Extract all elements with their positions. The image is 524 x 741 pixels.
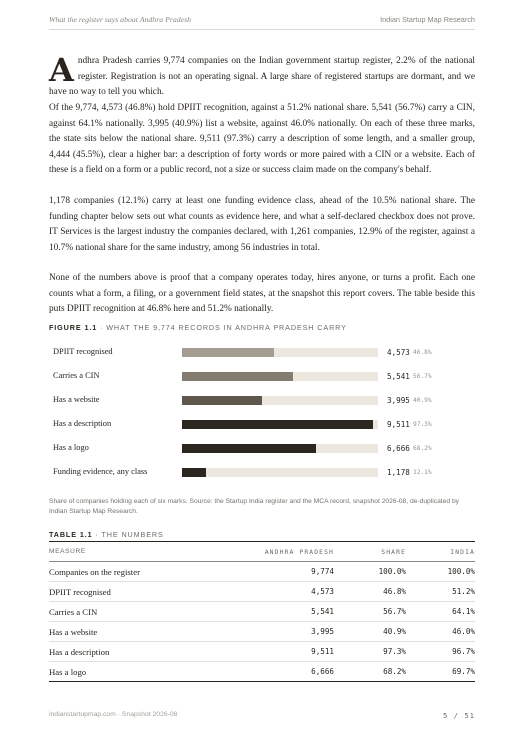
bar-count-label: 4,573 — [387, 348, 410, 357]
bar-percent-label: 68.2% — [413, 445, 432, 452]
india-cell: 69.7% — [406, 662, 475, 682]
figure-note: Share of companies holding each of six marks. Source: the Startup India register and the MCA record, snapshot 2026-08, de-duplicated by Indian Startup Map Research. — [49, 498, 460, 515]
table-header-row — [49, 542, 475, 562]
share-cell: 46.8% — [334, 582, 406, 602]
table-row — [49, 622, 475, 642]
state-value-cell: 3,995 — [229, 622, 334, 642]
bar-track — [182, 468, 378, 477]
share-cell: 56.7% — [334, 602, 406, 622]
bar-category-label: Has a description — [53, 419, 112, 428]
measure-cell: Companies on the register — [49, 562, 229, 582]
bar-category-label: Has a website — [53, 395, 100, 404]
state-value-cell: 9,774 — [229, 562, 334, 582]
bar-row — [49, 463, 475, 486]
table-row — [49, 582, 475, 602]
india-cell: 100.0% — [406, 562, 475, 582]
bar — [182, 348, 274, 357]
bar-percent-label: 40.9% — [413, 397, 432, 404]
bar-row — [49, 391, 475, 414]
share-cell: 40.9% — [334, 622, 406, 642]
bar-count-label: 3,995 — [387, 396, 410, 405]
bar-category-label: Carries a CIN — [53, 371, 100, 380]
figure-title: · WHAT THE 9,774 RECORDS IN ANDHRA PRADESH CARRY — [100, 323, 347, 332]
column-header-share: SHARE — [334, 542, 406, 562]
bar-count-label: 1,178 — [387, 468, 410, 477]
bar-count-label: 9,511 — [387, 420, 410, 429]
bar-row — [49, 439, 475, 462]
bar-row — [49, 415, 475, 438]
bar-percent-label: 46.8% — [413, 349, 432, 356]
state-value-cell: 4,573 — [229, 582, 334, 602]
table-caption — [49, 530, 164, 539]
bar — [182, 420, 373, 429]
bar-track — [182, 372, 378, 381]
measure-cell: DPIIT recognised — [49, 582, 229, 602]
drop-cap: A — [49, 51, 74, 89]
figure-label: FIGURE 1.1 — [49, 323, 98, 332]
marks-bar-chart — [49, 343, 475, 487]
table-label: TABLE 1.1 — [49, 530, 93, 539]
intro-paragraph — [49, 51, 475, 101]
state-value-cell: 5,541 — [229, 602, 334, 622]
numbers-table — [49, 541, 475, 682]
bar — [182, 468, 206, 477]
marks-paragraph: Of the 9,774, 4,573 (46.8%) hold DPIIT recognition, against a 51.2% national share. 5,541 (56.7%) carry a CIN, against 64.1% nationally. 3,995 (40.9%) list a website, against 46.0% nationally. On each of these three marks, the state sits below the national share. 9,511 (97.3%) carry a description of some length, and a smaller group, 4,444 (45.5%), clear a higher bar: a description of forty words or more paired with a CIN or a website. Each of these is a field on a form or a public record, not a size or success claim made on the company's behalf. — [49, 103, 475, 175]
india-cell: 64.1% — [406, 602, 475, 622]
bar-percent-label: 97.3% — [413, 421, 432, 428]
footer-source: indianstartupmap.com · Snapshot 2026-08 — [49, 711, 178, 718]
bar-count-label: 5,541 — [387, 372, 410, 381]
india-cell: 51.2% — [406, 582, 475, 602]
table-title: · THE NUMBERS — [95, 530, 164, 539]
bar-percent-label: 56.7% — [413, 373, 432, 380]
running-header — [49, 15, 475, 27]
bar-count-label: 6,666 — [387, 444, 410, 453]
india-cell: 46.0% — [406, 622, 475, 642]
share-cell: 97.3% — [334, 642, 406, 662]
state-value-cell: 6,666 — [229, 662, 334, 682]
bar-track — [182, 420, 378, 429]
bar-category-label: Has a logo — [53, 443, 89, 452]
measure-cell: Has a logo — [49, 662, 229, 682]
measure-cell: Has a description — [49, 642, 229, 662]
column-header-measure: MEASURE — [49, 542, 229, 562]
column-header-state: ANDHRA PRADESH — [229, 542, 334, 562]
bar-category-label: Funding evidence, any class — [53, 467, 148, 476]
bar-track — [182, 396, 378, 405]
funding-paragraph: 1,178 companies (12.1%) carry at least one funding evidence class, ahead of the 10.5% national share. The funding chapter below sets out what counts as evidence here, and what a self-declared checkbox does not prove. IT Services is the largest industry the companies declared, with 1,261 companies, 12.9% of the register, against a 10.7% national share for the same industry, among 56 industries in total. — [49, 196, 475, 253]
table-row — [49, 602, 475, 622]
table-row — [49, 642, 475, 662]
bar-row — [49, 367, 475, 390]
table-row — [49, 662, 475, 682]
india-cell: 96.7% — [406, 642, 475, 662]
publication-name: Indian Startup Map Research — [380, 15, 475, 24]
bar-category-label: DPIIT recognised — [53, 347, 113, 356]
intro-text: ndhra Pradesh carries 9,774 companies on the Indian government startup register, 2.2% of the national register. Registration is not an operating signal. A large share of registered startups are dormant, and we have no way to tell you which. — [49, 56, 475, 97]
bar — [182, 444, 316, 453]
bar-track — [182, 348, 378, 357]
measure-cell: Has a website — [49, 622, 229, 642]
bar — [182, 372, 293, 381]
column-header-india: INDIA — [406, 542, 475, 562]
caveat-paragraph: None of the numbers above is proof that a company operates today, hires anyone, or turns a profit. Each one counts what a form, a filing, or a government field states, at the snapshot this report covers. The table beside this puts DPIIT recognition at 46.8% here and 51.2% nationally. — [49, 273, 475, 314]
share-cell: 68.2% — [334, 662, 406, 682]
header-rule — [49, 29, 475, 30]
chapter-title: What the register says about Andhra Pradesh — [49, 15, 192, 24]
table-row — [49, 562, 475, 582]
state-value-cell: 9,511 — [229, 642, 334, 662]
figure-caption — [49, 323, 347, 332]
page-footer — [49, 711, 475, 718]
measure-cell: Carries a CIN — [49, 602, 229, 622]
bar-percent-label: 12.1% — [413, 469, 432, 476]
bar — [182, 396, 262, 405]
page-number: 5 / 51 — [443, 711, 475, 720]
share-cell: 100.0% — [334, 562, 406, 582]
bar-track — [182, 444, 378, 453]
bar-row — [49, 343, 475, 366]
